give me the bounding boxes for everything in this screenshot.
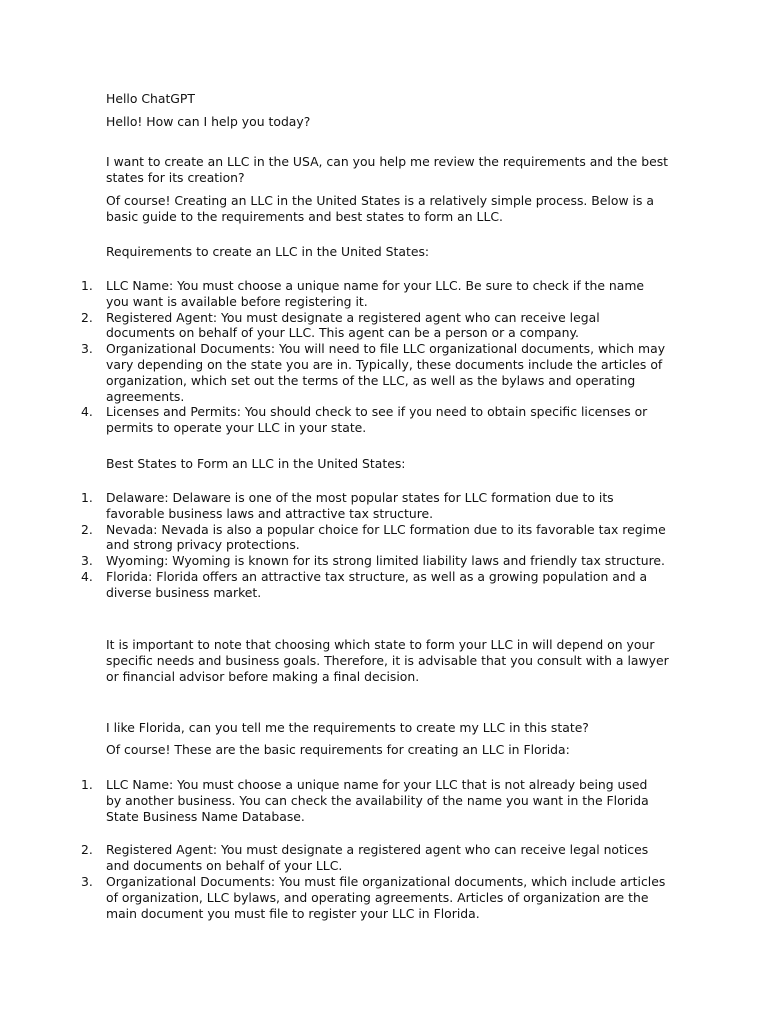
list-text: Registered Agent: You must designate a registered agent who can receive legal documents on behalf of your LLC. This agent can be a person or a company. [106, 309, 600, 341]
list-item [0, 490, 680, 522]
list-item [0, 278, 680, 310]
list-number: 1. [81, 490, 93, 505]
greeting-reply: Hello! How can I help you today? [106, 114, 311, 129]
list-item [0, 569, 680, 601]
list-item [0, 874, 680, 921]
list-text: Florida: Florida offers an attractive tax structure, as well as a growing population and a diverse business market. [106, 568, 648, 600]
question-llc: I want to create an LLC in the USA, can you help me review the requirements and the best states for its creation? [106, 154, 669, 185]
list-number: 3. [81, 553, 93, 569]
list-text: Delaware: Delaware is one of the most popular states for LLC formation due to its favorable business laws and attractive tax structure. [106, 490, 614, 521]
list-item [0, 404, 680, 436]
list-number: 1. [81, 777, 93, 792]
answer-florida-intro: Of course! These are the basic requirements for creating an LLC in Florida: [106, 742, 570, 757]
answer-intro: Of course! Creating an LLC in the United States is a relatively simple process. Below is a basic guide to the requirements and best states to form an LLC. [106, 193, 654, 224]
list-text: LLC Name: You must choose a unique name for your LLC. Be sure to check if the name you want is available before registering it. [106, 278, 645, 309]
list-number: 4. [81, 404, 93, 420]
requirements-heading: Requirements to create an LLC in the United States: [106, 244, 430, 259]
florida-requirements-list [0, 777, 680, 921]
list-item [0, 777, 680, 824]
list-number: 1. [81, 278, 93, 293]
list-text: Organizational Documents: You must file organizational documents, which include articles of organization, LLC bylaws, and operating agreements. Articles of organization are the main document you must file to register your LLC in Florida. [106, 873, 666, 921]
list-item [0, 341, 680, 404]
list-text: Organizational Documents: You will need to file LLC organizational documents, which may vary depending on the state you are in. Typically, these documents include the articles of organization, which set out the terms of the LLC, as well as the bylaws and operating agreements. [106, 341, 666, 404]
list-number: 2. [81, 842, 93, 858]
best-states-list [0, 490, 680, 601]
list-text: Registered Agent: You must designate a registered agent who can receive legal notices and documents on behalf of your LLC. [106, 842, 649, 874]
list-text: Nevada: Nevada is also a popular choice for LLC formation due to its favorable tax regime and strong privacy protections. [106, 521, 666, 553]
list-number: 3. [81, 341, 93, 357]
list-number: 4. [81, 568, 93, 584]
list-number: 2. [81, 521, 93, 537]
requirements-list [0, 278, 680, 436]
question-florida: I like Florida, can you tell me the requirements to create my LLC in this state? [106, 720, 589, 735]
list-number: 2. [81, 309, 93, 325]
greeting-user: Hello ChatGPT [106, 91, 195, 106]
list-text: Wyoming: Wyoming is known for its strong limited liability laws and friendly tax structure. [106, 553, 665, 569]
list-item [0, 522, 680, 554]
list-number: 3. [81, 873, 93, 889]
list-item [0, 553, 680, 569]
best-states-heading: Best States to Form an LLC in the United States: [106, 456, 406, 471]
list-text: Licenses and Permits: You should check to see if you need to obtain specific licenses or permits to operate your LLC in your state. [106, 404, 648, 436]
list-item [0, 842, 680, 874]
list-text: LLC Name: You must choose a unique name for your LLC that is not already being used by another business. You can check the availability of the name you want in the Florida State Business Name Database. [106, 777, 649, 824]
advice-note: It is important to note that choosing which state to form your LLC in will depend on your specific needs and business goals. Therefore, it is advisable that you consult with a lawyer or financial advisor before making a final decision. [106, 637, 669, 684]
list-item [0, 310, 680, 342]
